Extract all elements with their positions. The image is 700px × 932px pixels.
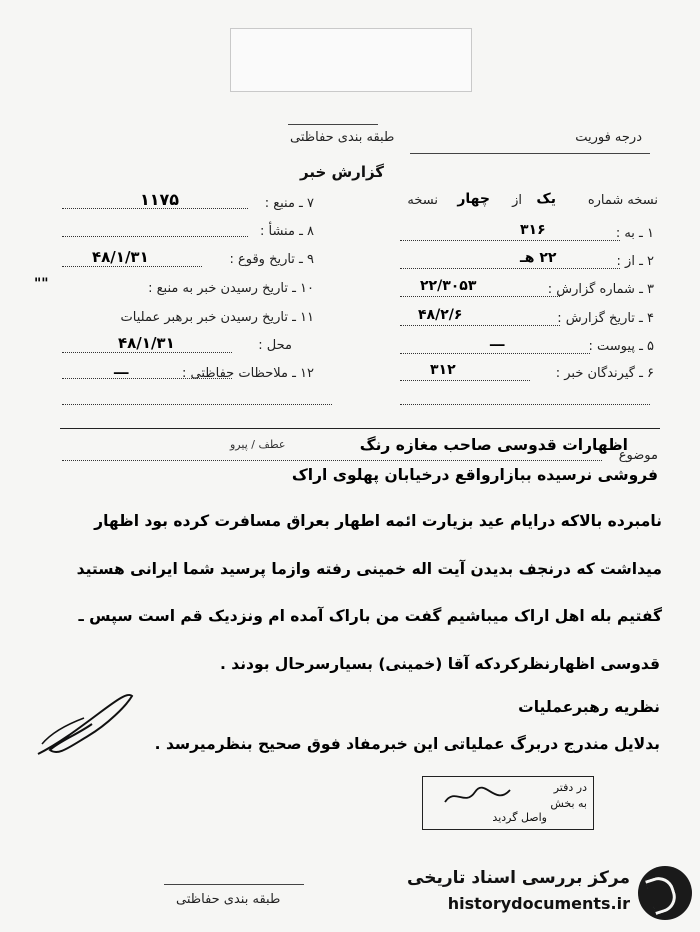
blank-dots-right: [400, 404, 650, 405]
security-remarks-value: ـــ: [114, 362, 129, 378]
attachment-dots: [400, 353, 590, 354]
leader-received-date-label: ۱۱ ـ تاریخ رسیدن خبر برهبر عملیات: [120, 310, 314, 325]
source-label: ۷ ـ منبع :: [264, 196, 314, 211]
place-label: محل :: [258, 338, 292, 353]
source-received-date-label: ۱۰ ـ تاریخ رسیدن خبر به منبع :: [148, 281, 314, 296]
report-number-dots: [400, 296, 560, 297]
copy-of-label: از: [512, 193, 522, 208]
signature-scribble: [28, 684, 138, 766]
archive-logo-icon: [638, 866, 692, 920]
report-title: گزارش خبر: [300, 163, 385, 181]
field-from-dots: [400, 268, 620, 269]
occurrence-date-value: ۴۸/۱/۳۱: [92, 248, 149, 266]
body-line-4: گفتیم بله اهل اراک میباشیم گفت من باراک آمده ام ونزدیک قم است سپس ـ: [78, 607, 662, 625]
security-remarks-dots: [62, 378, 232, 379]
body-line-5: قدوسی اظهارنظرکردکه آقا (خمینی) بسیارسرحال بودند .: [219, 655, 660, 673]
classification-line: [288, 124, 378, 125]
body-line-1: فروشی نرسیده ببازارواقع درخیابان پهلوی اراک: [291, 466, 658, 484]
field-to-value: ۳۱۶: [520, 222, 546, 238]
opinion-text: بدلایل مندرج دربرگ عملیاتی این خبرمفاد فوق صحیح بنظرمیرسد .: [154, 735, 660, 753]
recipients-dots: [400, 380, 530, 381]
security-remarks-label: ۱۲ ـ ملاحظات حفاظتی :: [182, 366, 314, 381]
field-from-label: ۲ ـ از :: [616, 254, 654, 269]
copy-number-label: نسخه شماره: [587, 193, 658, 208]
field-from-value: ۲۲ هـ: [520, 250, 557, 266]
blank-dots-left: [62, 404, 332, 405]
stamp-line-1: در دفتر: [553, 781, 587, 794]
attachment-value: ـــ: [490, 334, 505, 350]
copy-suffix-label: نسخه: [407, 193, 438, 208]
report-number-value: ۲۲/۳۰۵۳: [420, 278, 477, 294]
field-to-dots: [400, 240, 620, 241]
classification-label: طبقه بندی حفاظتی: [290, 130, 395, 145]
faded-stamp-box: [230, 28, 472, 92]
body-line-2: نامبرده بالاکه درایام عید بزیارت ائمه اطهار بعراق مسافرت کرده بود اظهار: [94, 512, 662, 530]
footer-classification-label: طبقه بندی حفاظتی: [176, 892, 281, 907]
report-date-value: ۴۸/۲/۶: [418, 307, 463, 323]
opinion-heading: نظریه رهبرعملیات: [518, 698, 660, 716]
stamp-handwriting: [440, 782, 520, 812]
urgency-label: درجه فوریت: [575, 130, 642, 145]
origin-dots: [62, 236, 248, 237]
field-to-label: ۱ ـ به :: [615, 226, 654, 241]
subject-label: موضوع: [618, 448, 658, 463]
urgency-line: [410, 153, 650, 154]
origin-label: ۸ ـ منشأ :: [259, 224, 314, 239]
stamp-line-2: به بخش: [550, 797, 587, 810]
source-received-date-value: "": [34, 276, 49, 292]
occurrence-date-label: ۹ ـ تاریخ وقوع :: [229, 252, 314, 267]
subject-text: اظهارات قدوسی صاحب مغازه رنگ: [359, 436, 628, 454]
body-line-3: میداشت که درنجف بدیدن آیت اله خمینی رفته وازما پرسید شما ایرانی هستید: [76, 560, 662, 578]
report-number-label: ۳ ـ شماره گزارش :: [547, 282, 654, 297]
watermark-url: historydocuments.ir: [447, 894, 630, 913]
stamp-line-3: واصل گردید: [492, 811, 547, 824]
attachment-label: ۵ ـ پیوست :: [588, 339, 654, 354]
recipients-value: ۳۱۲: [430, 362, 456, 378]
recipients-label: ۶ ـ گیرندگان خبر :: [555, 366, 654, 381]
place-dots: [62, 352, 232, 353]
report-date-dots: [400, 325, 560, 326]
source-value: ۱۱۷۵: [140, 190, 180, 209]
footer-classification-line: [164, 884, 304, 885]
place-value: ۴۸/۱/۳۱: [118, 334, 175, 352]
header-separator: [60, 428, 660, 429]
subject-dots: [62, 460, 602, 461]
watermark-title: مرکز بررسی اسناد تاریخی: [407, 868, 630, 888]
occurrence-date-dots: [62, 266, 202, 267]
copy-number-value: یک: [536, 191, 556, 207]
copy-total-value: چهار: [457, 191, 490, 207]
watermark: [402, 864, 692, 924]
subject-note: عطف / پیرو: [230, 438, 286, 451]
report-date-label: ۴ ـ تاریخ گزارش :: [557, 311, 654, 326]
